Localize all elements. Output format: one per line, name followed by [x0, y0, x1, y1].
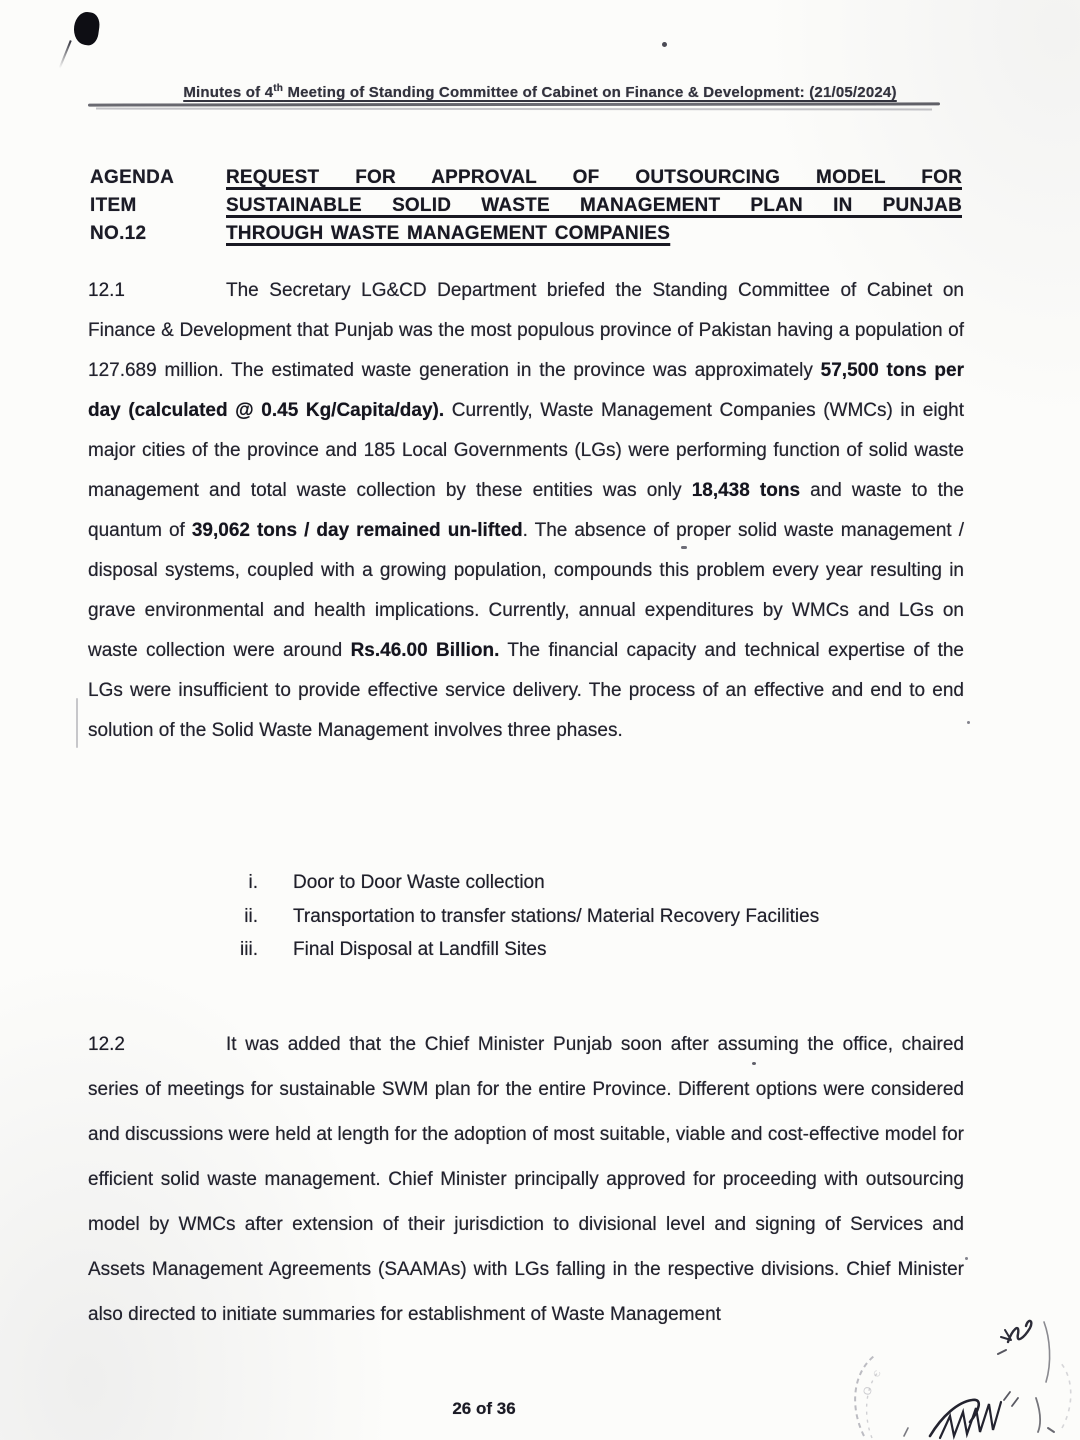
agenda-label-line: NO.12 [90, 223, 147, 244]
signature-scribble [998, 1321, 1054, 1432]
list-item-text: Transportation to transfer stations/ Material Recovery Facilities [293, 905, 820, 927]
list-item [222, 866, 819, 900]
agenda-title-line: THROUGH WASTE MANAGEMENT COMPANIES [226, 223, 671, 244]
list-item [222, 933, 819, 967]
agenda-label-line: ITEM [90, 195, 137, 216]
agenda-item-title [226, 164, 962, 248]
paragraph-text: The Secretary LG&CD Department briefed the Standing Committee of Cabinet on Finance & Development that Punjab was the most populous province of Pakistan having a population of 127.689 million. The estimated waste generation in the province was approximately 57,500 tons per day (calculated @ 0.45 Kg/Capita/day). Currently, Waste Management Companies (WMCs) in eight major cities of the province and 185 Local Governments (LGs) were performing function of solid waste management and total waste collection by these entities was only 18,438 tons and waste to the quantum of 39,062 tons / day remained un-lifted. The absence of proper solid waste management / disposal systems, coupled with a growing population, compounds this problem every year resulting in grave environmental and health implications. Currently, annual expenditures by WMCs and LGs on waste collection were around Rs.46.00 Billion. The financial capacity and technical expertise of the LGs were insufficient to provide effective service delivery. The process of an effective and end to end solution of the Solid Waste Management involves three phases. [88, 280, 965, 741]
paragraph-12-1 [88, 271, 964, 751]
list-item-text: Final Disposal at Landfill Sites [293, 939, 547, 960]
ink-blob-artifact [72, 10, 101, 46]
header-text: Meeting of Standing Committee of Cabinet on Finance & Development: (21/05/2024) [283, 84, 897, 101]
speck-artifact [662, 42, 667, 47]
paragraph-12-2 [88, 1022, 964, 1337]
header-rule [88, 102, 940, 106]
paragraph-text: It was added that the Chief Minister Punjab soon after assuming the office, chaired series of meetings for sustainable SWM plan for the entire Province. Different options were considered and discussions were held at length for the adoption of most suitable, viable and cost-effective model for efficient solid waste management. Chief Minister principally approved for proceeding with outsourcing model by WMCs after extension of their jurisdiction to divisional level and signing of Services and Assets Management Agreements (SAAMAs) with LGs falling in the respective divisions. Chief Minister also directed to initiate summaries for establishment of Waste Management [88, 1034, 964, 1325]
list-item [222, 900, 819, 934]
speck-artifact [965, 1257, 968, 1260]
stamp-mark [855, 1356, 1071, 1438]
agenda-item-label [90, 164, 226, 248]
header-superscript: th [273, 83, 284, 94]
svg-text:C: C [871, 1368, 883, 1379]
paragraph-number: 12.1 [88, 280, 125, 301]
agenda-label-line: AGENDA [90, 167, 175, 188]
list-item-number: iii. [240, 939, 258, 960]
agenda-title-line: SUSTAINABLE SOLID WASTE MANAGEMENT PLAN IN PUNJAB [226, 195, 962, 216]
scan-edge-artifact [76, 698, 78, 748]
document-header [0, 83, 1080, 101]
agenda-title-line: REQUEST FOR APPROVAL OF OUTSOURCING MODEL FOR [226, 167, 962, 188]
paragraph-number: 12.2 [88, 1034, 125, 1055]
phases-list [222, 866, 819, 967]
list-item-number: i. [248, 872, 258, 893]
header-text: Minutes of 4 [183, 84, 274, 101]
svg-text:O: O [861, 1385, 876, 1397]
list-item-number: ii. [244, 905, 258, 927]
speck-artifact [967, 721, 970, 724]
list-item-text: Door to Door Waste collection [293, 872, 545, 893]
page-number: 26 of 36 [452, 1399, 516, 1418]
header-rule-shadow [96, 108, 932, 110]
agenda-item-block [90, 164, 962, 248]
